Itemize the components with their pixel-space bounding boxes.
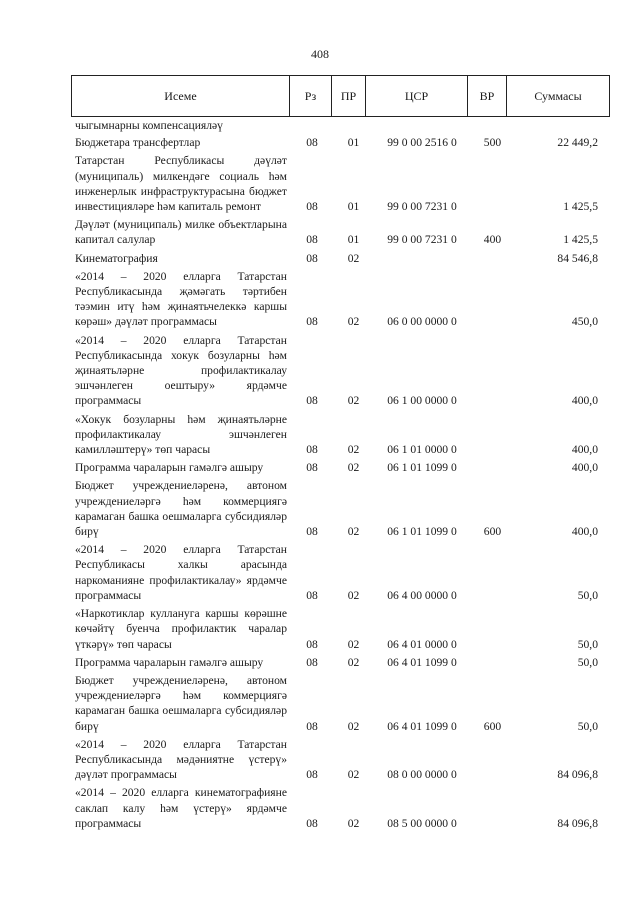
cell-csr: 06 1 01 1099 0 (387, 525, 457, 539)
cell-sum: 84 096,8 (557, 816, 598, 830)
cell-sum: 450,0 (571, 315, 598, 329)
header-rz: Рз (290, 76, 332, 116)
cell-rz: 08 (306, 655, 318, 669)
cell-sum: 400,0 (571, 394, 598, 408)
cell-csr: 06 4 01 0000 0 (387, 637, 457, 651)
cell-name: «2014 – 2020 елларга Татарстан Республикасы халкы арасында наркоманияне профилактикалау» ярдәмче программасы (75, 543, 287, 602)
cell-csr: 99 0 00 7231 0 (387, 200, 457, 214)
cell-rz: 08 (306, 768, 318, 782)
cell-rz: 08 (306, 394, 318, 408)
table-row (75, 153, 598, 214)
cell-rz: 08 (306, 315, 318, 329)
table-row (75, 118, 598, 133)
table-row (75, 135, 598, 150)
table-row (75, 606, 598, 652)
cell-vr: 600 (483, 719, 502, 733)
cell-csr: 06 1 01 0000 0 (387, 443, 457, 457)
cell-sum: 400,0 (571, 461, 598, 475)
cell-pr: 02 (347, 655, 360, 669)
cell-name: «Наркотиклар куллануга каршы көрәшне көчәйтү буенча профилактик чаралар үткәрү» төп чарасы (75, 607, 287, 651)
cell-csr: 08 0 00 0000 0 (387, 768, 457, 782)
table-row (75, 542, 598, 603)
cell-rz: 08 (306, 637, 318, 651)
table-body (75, 118, 598, 834)
cell-name: Бюджет учреждениеләренә, автоном учреждениеләргә һәм коммерциягә карамаган башка оешмаларга субсидияләр бирү (75, 479, 287, 539)
cell-pr: 02 (347, 768, 360, 782)
cell-name: Дәүләт (муниципаль) милке объектларына капитал салулар (75, 218, 287, 247)
cell-name: Программа чараларын гамәлгә ашыру (75, 655, 264, 669)
cell-name: Программа чараларын гамәлгә ашыру (75, 461, 264, 475)
cell-rz: 08 (306, 719, 318, 733)
cell-pr: 02 (347, 251, 360, 265)
table-row (75, 333, 598, 409)
cell-rz: 08 (306, 443, 318, 457)
table-row (75, 251, 598, 266)
cell-csr: 99 0 00 7231 0 (387, 233, 457, 247)
header-sum: Суммасы (534, 88, 582, 103)
cell-sum: 1 425,5 (563, 233, 598, 247)
cell-rz: 08 (306, 525, 318, 539)
table-row (75, 737, 598, 783)
cell-csr: 06 1 01 1099 0 (387, 461, 457, 475)
cell-sum: 84 546,8 (557, 251, 598, 265)
cell-vr: 400 (483, 233, 502, 247)
cell-sum: 400,0 (571, 443, 598, 457)
cell-rz: 08 (306, 251, 318, 265)
cell-csr: 06 4 01 1099 0 (387, 719, 457, 733)
cell-sum: 22 449,2 (557, 136, 598, 150)
cell-pr: 01 (347, 136, 360, 150)
header-pr: ПР (332, 76, 366, 116)
cell-name: Кинематография (75, 251, 158, 265)
cell-sum: 1 425,5 (563, 200, 598, 214)
cell-vr: 600 (483, 525, 502, 539)
header-name: Исеме (72, 76, 290, 116)
cell-csr: 08 5 00 0000 0 (387, 816, 457, 830)
cell-csr: 06 0 00 0000 0 (387, 315, 457, 329)
cell-sum: 400,0 (571, 525, 598, 539)
page-number: 408 (311, 47, 329, 61)
header-csr: ЦСР (366, 76, 468, 116)
cell-sum: 84 096,8 (557, 768, 598, 782)
cell-pr: 02 (347, 588, 360, 602)
cell-name: «Хокук бозуларны һәм җинаятьләрне профилактикалау эшчәнлеген камилләштерү» төп чарасы (75, 412, 287, 457)
table-row (75, 412, 598, 458)
cell-rz: 08 (306, 136, 318, 150)
cell-sum: 50,0 (577, 655, 598, 669)
cell-rz: 08 (306, 233, 318, 247)
cell-name: «2014 – 2020 елларга кинематографияне саклап калу һәм үстерү» ярдәмче программасы (75, 786, 287, 830)
cell-csr: 06 4 00 0000 0 (387, 588, 457, 602)
cell-rz: 08 (306, 200, 318, 214)
cell-pr: 01 (347, 233, 360, 247)
cell-name: «2014 – 2020 елларга Татарстан Республикасында хокук бозуларны һәм җинаятьләрне профилактикалау эшчәнлеген оештыру» ярдәмче программасы (75, 333, 287, 408)
cell-sum: 50,0 (577, 637, 598, 651)
table-row (75, 478, 598, 539)
table-row (75, 655, 598, 670)
cell-csr: 06 1 00 0000 0 (387, 394, 457, 408)
table-header (71, 75, 610, 117)
cell-pr: 02 (347, 525, 360, 539)
cell-pr: 01 (347, 200, 360, 214)
cell-pr: 02 (347, 637, 360, 651)
cell-rz: 08 (306, 461, 318, 475)
cell-pr: 02 (347, 443, 360, 457)
cell-pr: 02 (347, 719, 360, 733)
cell-pr: 02 (347, 461, 360, 475)
cell-name: Бюджетара трансфертлар (75, 136, 201, 150)
cell-name: «2014 – 2020 елларга Татарстан Республикасында җәмәгать тәртибен тәэмин итү һәм җинаятьчелеккә каршы көрәш» дәүләт программасы (75, 269, 287, 329)
cell-name: Татарстан Республикасы дәүләт (муниципаль) милкендәге социаль һәм инженерлык инфраструктурасына бюджет инвестицияләре һәм капиталь ремонт (75, 154, 287, 214)
cell-sum: 50,0 (577, 719, 598, 733)
header-vr: ВР (468, 76, 507, 116)
cell-pr: 02 (347, 816, 360, 830)
table-row (75, 460, 598, 475)
table-row (75, 785, 598, 831)
cell-pr: 02 (347, 394, 360, 408)
cell-csr: 99 0 00 2516 0 (387, 136, 457, 150)
cell-name: Бюджет учреждениеләренә, автоном учреждениеләргә һәм коммерциягә карамаган башка оешмаларга субсидияләр бирү (75, 673, 287, 733)
cell-sum: 50,0 (577, 588, 598, 602)
table-row (75, 269, 598, 330)
cell-rz: 08 (306, 816, 318, 830)
cell-rz: 08 (306, 588, 318, 602)
cell-name: «2014 – 2020 елларга Татарстан Республикасында мәдәниятне үстерү» дәүләт программасы (75, 737, 287, 782)
cell-csr: 06 4 01 1099 0 (387, 655, 457, 669)
cell-pr: 02 (347, 315, 360, 329)
table-row (75, 217, 598, 247)
cell-vr: 500 (483, 136, 502, 150)
cell-name: чыгымнарны компенсацияләү (75, 119, 223, 132)
table-row (75, 673, 598, 734)
